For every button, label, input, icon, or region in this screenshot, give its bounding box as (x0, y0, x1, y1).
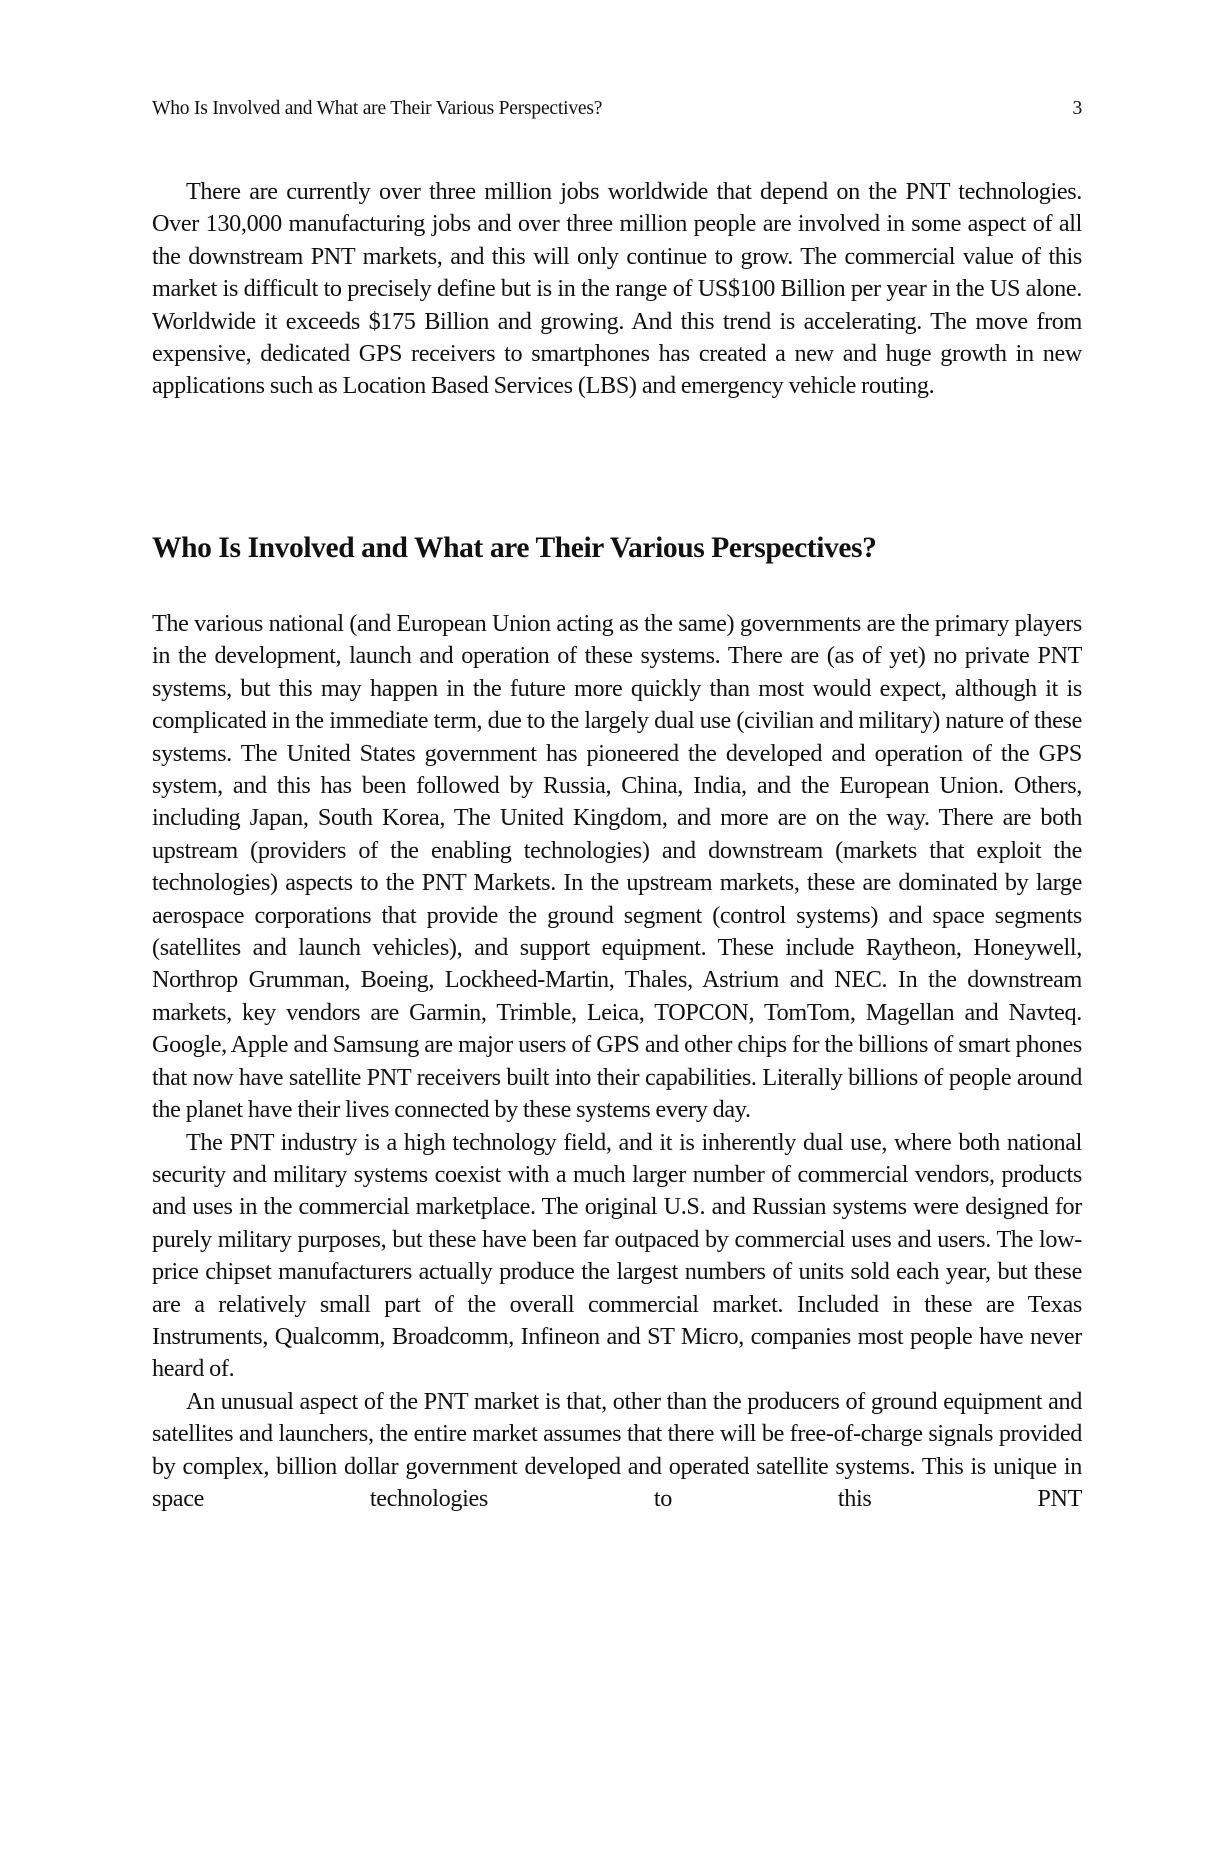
running-head (152, 94, 1082, 124)
section-heading: Who Is Involved and What are Their Various Perspectives? (152, 532, 877, 564)
paragraph: An unusual aspect of the PNT market is that, other than the producers of ground equipment and satellites and launchers, the entire market assumes that there will be free-of-charge signals provided by complex, billion dollar government developed and operated satellite systems. This is unique in space technologies to this PNT (152, 1387, 1082, 1512)
paragraph: There are currently over three million jobs worldwide that depend on the PNT technologies. Over 130,000 manufacturing jobs and over three million people are involved in some aspect of all the downstream PNT markets, and this will only continue to grow. The commercial value of this market is difficult to precisely define but is in the range of US$100 Billion per year in the US alone. Worldwide it exceeds $175 Billion and growing. And this trend is accelerating. The move from expensive, dedicated GPS receivers to smartphones has created a new and huge growth in new applications such as Location Based Services (LBS) and emergency vehicle routing. (152, 178, 1082, 400)
running-head-title: Who Is Involved and What are Their Various Perspectives? (152, 98, 603, 119)
paragraph: The various national (and European Union acting as the same) governments are the primary players in the development, launch and operation of these systems. There are (as of yet) no private PNT systems, but this may happen in the future more quickly than most would expect, although it is complicated in the immediate term, due to the largely dual use (civilian and military) nature of these systems. The United States government has pioneered the developed and operation of the GPS system, and this has been followed by Russia, China, India, and the European Union. Others, including Japan, South Korea, The United Kingdom, and more are on the way. There are both upstream (providers of the enabling technologies) and downstream (markets that exploit the technologies) aspects to the PNT Markets. In the upstream markets, these are dominated by large aerospace corporations that provide the ground segment (control systems) and space segments (satellites and launch vehicles), and support equipment. These include Raytheon, Honeywell, Northrop Grumman, Boeing, Lockheed-Martin, Thales, Astrium and NEC. In the downstream markets, key vendors are Garmin, Trimble, Leica, TOPCON, TomTom, Magellan and Navteq. Google, Apple and Samsung are major users of GPS and other chips for the billions of smart phones that now have satellite PNT receivers built into their capabilities. Literally billions of people around the planet have their lives connected by these systems every day. (152, 610, 1082, 1124)
page-number: 3 (1072, 98, 1082, 119)
paragraph: The PNT industry is a high technology field, and it is inherently dual use, where both national security and military systems coexist with a much larger number of commercial vendors, products and uses in the commercial marketplace. The original U.S. and Russian systems were designed for purely military purposes, but these have been far outpaced by commercial uses and users. The low-price chipset manufacturers actually produce the largest numbers of units sold each year, but these are a relatively small part of the overall commercial market. Included in these are Texas Instruments, Qualcomm, Broadcomm, Infineon and ST Micro, companies most people have never heard of. (152, 1128, 1082, 1383)
intro-text-block (152, 176, 1082, 403)
section-text-block (152, 608, 1082, 1515)
